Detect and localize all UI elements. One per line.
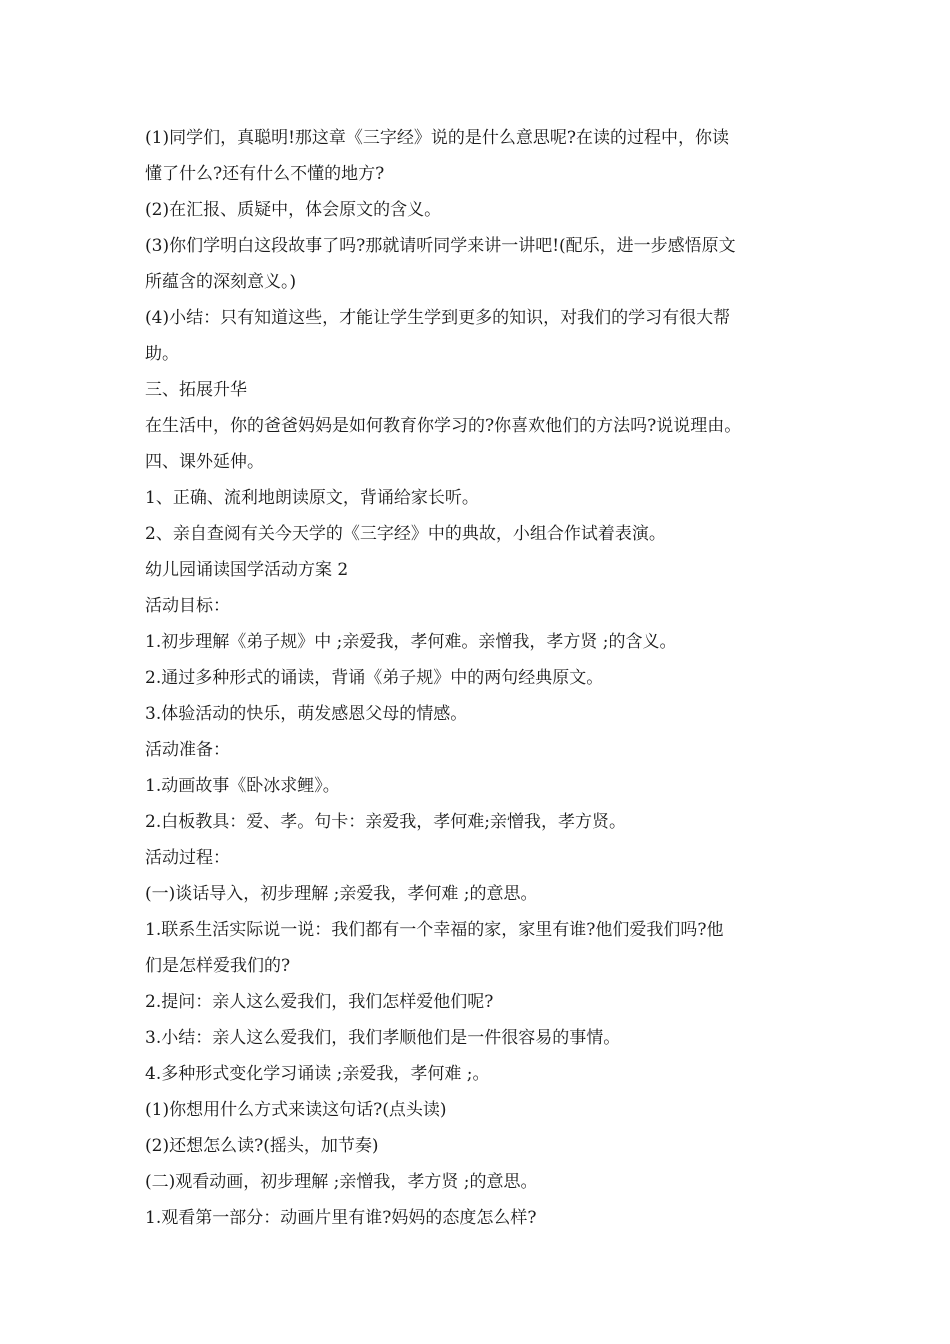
text-line: (4)小结：只有知道这些，才能让学生学到更多的知识，对我们的学习有很大帮 <box>145 308 731 328</box>
document-body <box>145 120 813 1236</box>
text-line: (二)观看动画，初步理解 ;亲憎我，孝方贤 ;的意思。 <box>145 1172 538 1192</box>
text-line: 4.多种形式变化学习诵读 ;亲爱我，孝何难 ;。 <box>145 1064 490 1084</box>
text-line: (一)谈话导入，初步理解 ;亲爱我，孝何难 ;的意思。 <box>145 884 538 904</box>
section-heading: 活动过程： <box>145 848 230 868</box>
text-line: 们是怎样爱我们的? <box>145 956 291 976</box>
text-line: 3.小结：亲人这么爱我们，我们孝顺他们是一件很容易的事情。 <box>145 1028 621 1048</box>
text-line: 助。 <box>145 344 179 364</box>
text-line: 1.观看第一部分：动画片里有谁?妈妈的态度怎么样? <box>145 1208 537 1228</box>
section-heading: 三、拓展升华 <box>145 380 247 400</box>
text-line: (2)在汇报、质疑中，体会原文的含义。 <box>145 200 442 220</box>
text-line: (3)你们学明白这段故事了吗?那就请听同学来讲一讲吧!(配乐，进一步感悟原文 <box>145 236 736 256</box>
section-heading: 活动准备： <box>145 740 230 760</box>
document-subtitle: 幼儿园诵读国学活动方案 2 <box>145 560 349 580</box>
text-line: 2.白板教具：爱、孝。句卡：亲爱我，孝何难;亲憎我，孝方贤。 <box>145 812 626 832</box>
text-line: (2)还想怎么读?(摇头，加节奏) <box>145 1136 379 1156</box>
text-line: 2、亲自查阅有关今天学的《三字经》中的典故，小组合作试着表演。 <box>145 524 666 544</box>
text-line: 1.联系生活实际说一说：我们都有一个幸福的家，家里有谁?他们爱我们吗?他 <box>145 920 724 940</box>
section-heading: 活动目标： <box>145 596 230 616</box>
text-line: (1)同学们，真聪明!那这章《三字经》说的是什么意思呢?在读的过程中，你读 <box>145 128 730 148</box>
text-line: 所蕴含的深刻意义。) <box>145 272 297 292</box>
text-line: 2.通过多种形式的诵读，背诵《弟子规》中的两句经典原文。 <box>145 668 604 688</box>
text-line: 1.动画故事《卧冰求鲤》。 <box>145 776 340 796</box>
text-line: (1)你想用什么方式来读这句话?(点头读) <box>145 1100 447 1120</box>
text-line: 1、正确、流利地朗读原文，背诵给家长听。 <box>145 488 479 508</box>
text-line: 3.体验活动的快乐，萌发感恩父母的情感。 <box>145 704 468 724</box>
text-line: 1.初步理解《弟子规》中 ;亲爱我，孝何难。亲憎我，孝方贤 ;的含义。 <box>145 632 677 652</box>
section-heading: 四、课外延伸。 <box>145 452 264 472</box>
text-line: 在生活中，你的爸爸妈妈是如何教育你学习的?你喜欢他们的方法吗?说说理由。 <box>145 416 742 436</box>
text-line: 2.提问：亲人这么爱我们，我们怎样爱他们呢? <box>145 992 494 1012</box>
text-line: 懂了什么?还有什么不懂的地方? <box>145 164 385 184</box>
